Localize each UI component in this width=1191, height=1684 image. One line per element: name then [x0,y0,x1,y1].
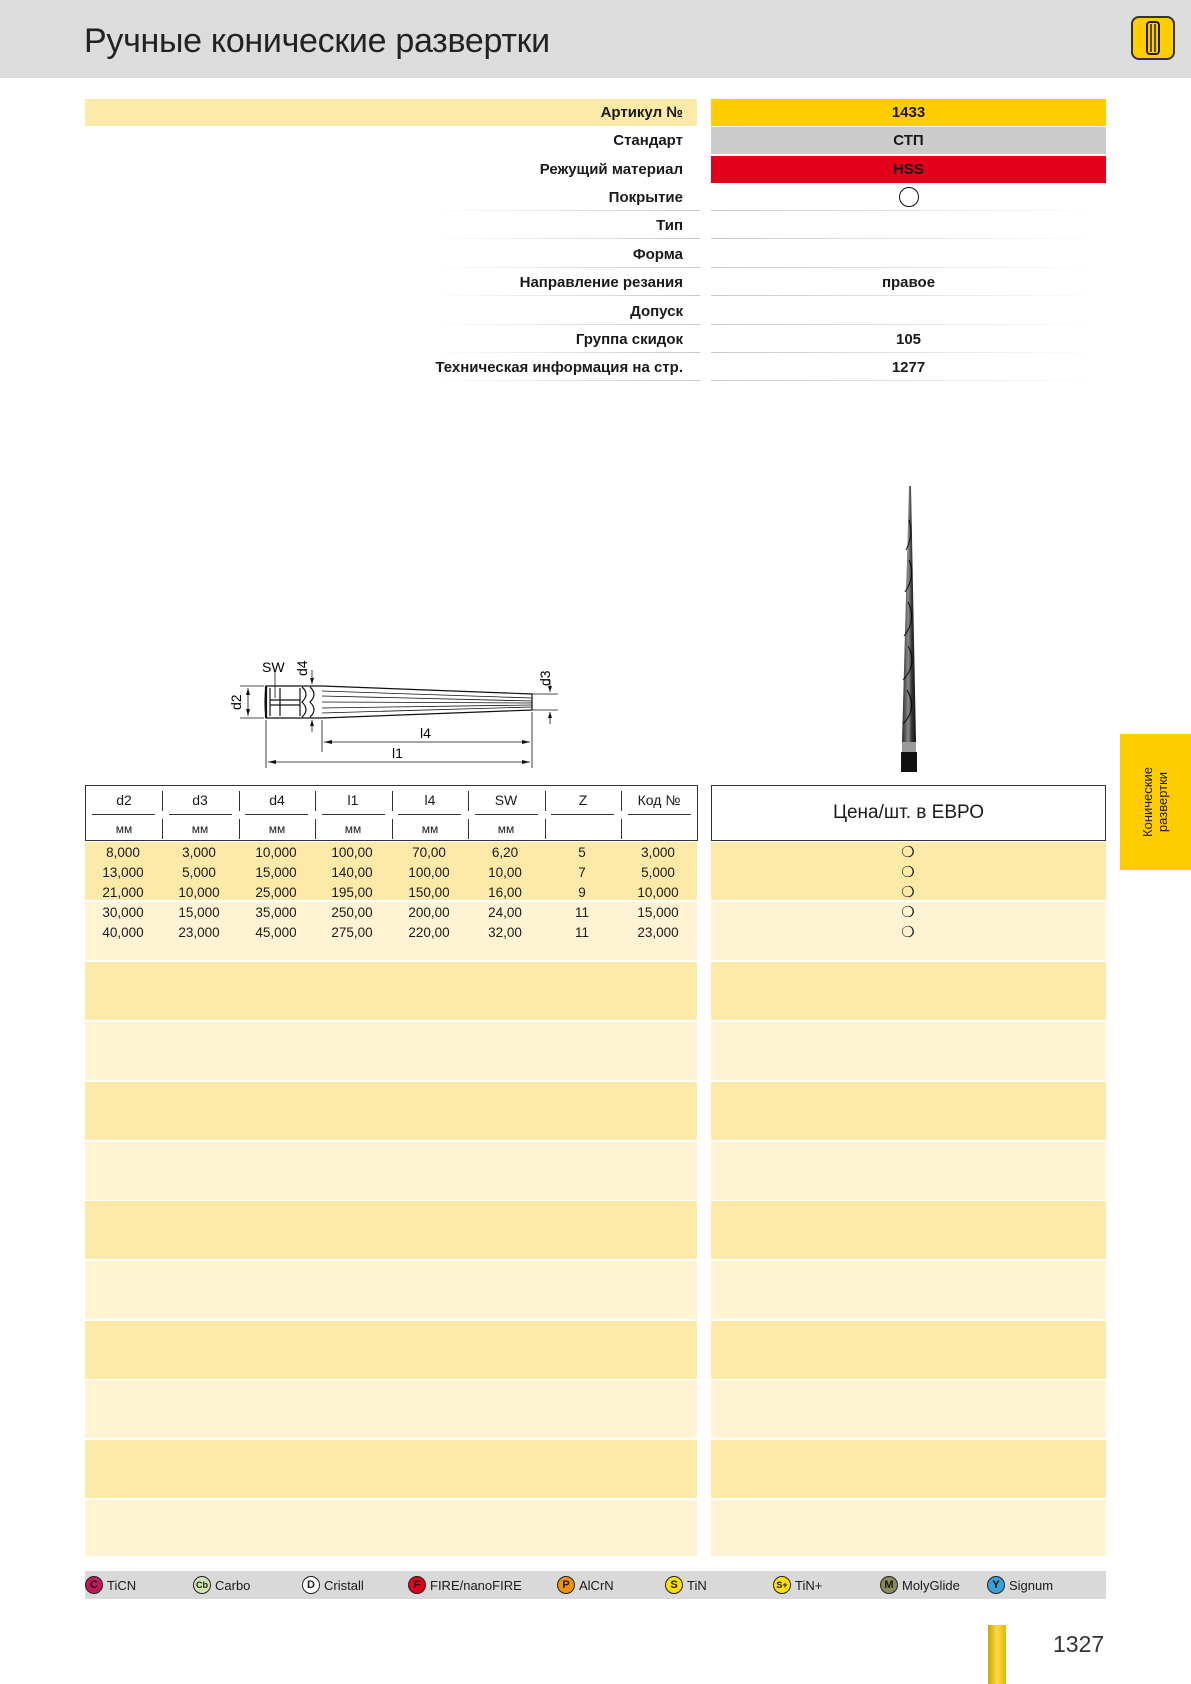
legend-label: TiCN [107,1577,137,1593]
col-header-sw: SW [494,792,518,808]
cell-l4: 200,00 [408,905,450,920]
cell-code: 23,000 [637,925,679,940]
spec-row-direction [0,269,1191,296]
divider [711,295,1106,296]
spec-label: Техническая информация на стр. [435,359,683,376]
cell-d3: 10,000 [178,885,220,900]
divider [392,819,393,839]
dim-label-l4: l4 [420,725,431,741]
spec-row-material [0,156,1191,183]
cell-d2: 21,000 [102,885,144,900]
price-band [711,962,1106,1020]
dim-label-d2: d2 [228,694,244,710]
table-band [85,1142,697,1200]
spec-label: Артикул № [600,104,683,121]
coating-carbo-icon: Cb [193,1576,211,1594]
price-band [711,1380,1106,1438]
coating-ticn-icon: C [85,1576,103,1594]
divider [430,380,700,381]
spec-row-form [0,241,1191,268]
coating-legend [85,1571,1106,1599]
cell-sw: 10,00 [488,865,522,880]
no-coating-icon [899,187,919,207]
price-band [711,1022,1106,1080]
technical-drawing [220,650,580,775]
spec-label: Направление резания [519,274,683,291]
divider [392,791,393,811]
brand-logo-icon [1131,16,1175,60]
spec-value-tolerance [711,298,1106,325]
cell-l1: 195,00 [331,885,373,900]
col-header-code: Код № [637,792,681,808]
coating-molyglide-icon: M [880,1576,898,1594]
divider [621,819,622,839]
spec-value-tech-info: 1277 [891,359,926,376]
table-band [85,1440,697,1498]
legend-label: FIRE/nanoFIRE [430,1577,522,1593]
cell-d4: 45,000 [255,925,297,940]
divider [430,352,700,353]
col-unit-d3: мм [191,822,209,836]
price-band [711,1201,1106,1259]
page-number-bar [988,1625,1006,1684]
divider [92,814,155,815]
cell-l4: 70,00 [412,845,446,860]
table-band [85,1500,697,1556]
price-band [711,1500,1106,1556]
price-band [711,1082,1106,1140]
legend-item-cristall [302,1575,364,1595]
legend-item-carbo [193,1575,250,1595]
col-unit-d4: мм [268,822,286,836]
reamer-photo [880,480,940,775]
divider [239,791,240,811]
divider [711,238,1106,239]
divider [711,324,1106,325]
divider [430,238,700,239]
legend-label: MolyGlide [902,1577,960,1593]
spec-value-article: 1433 [711,99,1106,126]
coating-cristall-icon: D [302,1576,320,1594]
coating-tin-icon: S [665,1576,683,1594]
cell-d3: 23,000 [178,925,220,940]
table-row [85,885,697,905]
spec-label: Режущий материал [539,161,683,178]
divider [239,819,240,839]
spec-label: Форма [632,246,683,263]
cell-l1: 250,00 [331,905,373,920]
table-band [85,1082,697,1140]
divider [430,324,700,325]
spec-row-type [0,212,1191,239]
legend-label: TiN+ [795,1577,823,1593]
divider [162,819,163,839]
price-band [711,1321,1106,1379]
spec-row-discount-group [0,326,1191,353]
price-header: Цена/шт. в ЕВРО [711,785,1106,841]
section-side-tab [1120,734,1191,870]
spec-value-material: HSS [711,156,1106,183]
spec-label: Стандарт [613,132,683,149]
col-header-d3: d3 [192,792,208,808]
coating-fire-icon: F [408,1576,426,1594]
table-row [85,845,697,865]
price-on-request-icon: ❍ [901,924,915,941]
cell-l1: 100,00 [331,845,373,860]
table-header [85,785,698,841]
col-header-d4: d4 [269,792,285,808]
legend-item-alcrn [557,1575,614,1595]
spec-label: Покрытие [608,189,683,206]
cell-z: 11 [574,905,589,920]
spec-row-article [0,99,1191,126]
cell-d2: 30,000 [102,905,144,920]
dim-label-d4: d4 [294,660,310,676]
spec-row-standard [0,127,1191,154]
spec-row-tech-info [0,354,1191,381]
table-band [85,1321,697,1379]
coating-signum-icon: Y [987,1576,1005,1594]
dim-label-sw: SW [262,659,285,675]
price-band [711,1261,1106,1319]
col-header-z: Z [578,792,588,808]
legend-item-molyglide [880,1575,960,1595]
cell-d4: 15,000 [255,865,297,880]
cell-l4: 100,00 [408,865,450,880]
legend-label: AlCrN [579,1577,614,1593]
divider [621,791,622,811]
cell-sw: 32,00 [488,925,522,940]
divider [711,267,1106,268]
reamer-logo-icon [1133,18,1173,58]
cell-z: 11 [574,925,589,940]
divider [245,814,308,815]
table-row [85,925,697,945]
price-on-request-icon: ❍ [901,864,915,881]
side-tab-line-2: развертки [1155,771,1170,833]
divider [628,814,691,815]
divider [315,791,316,811]
divider [545,819,546,839]
table-band [85,1261,697,1319]
spec-value-coating [711,184,1106,211]
table-band [85,1022,697,1080]
legend-item-signum [987,1575,1053,1595]
spec-label: Допуск [630,303,683,320]
col-header-d2: d2 [116,792,132,808]
legend-label: TiN [687,1577,707,1593]
divider [430,210,700,211]
page-number: 1327 [1053,1631,1105,1657]
col-unit-d2: мм [115,822,133,836]
divider [322,814,385,815]
divider [468,819,469,839]
spec-value-type [711,212,1106,239]
cell-sw: 16,00 [488,885,522,900]
divider [545,791,546,811]
legend-item-ticn [85,1575,136,1595]
col-header-l1: l1 [347,792,359,808]
legend-item-tin-plus [773,1575,822,1595]
col-header-l4: l4 [424,792,436,808]
dim-label-d3: d3 [537,670,553,686]
cell-z: 7 [578,865,586,880]
legend-item-fire [408,1575,522,1595]
coating-tin-plus-icon: S+ [773,1576,791,1594]
page-title: Ручные конические развертки [84,22,550,60]
table-row [85,865,697,885]
cell-z: 9 [578,885,586,900]
cell-sw: 6,20 [491,845,519,860]
cell-code: 10,000 [637,885,679,900]
col-unit-l1: мм [344,822,362,836]
divider [711,380,1106,381]
price-band [711,1440,1106,1498]
cell-l4: 220,00 [408,925,450,940]
cell-l4: 150,00 [408,885,450,900]
dim-label-l1: l1 [392,745,403,761]
table-band [85,1380,697,1438]
col-unit-l4: мм [421,822,439,836]
cell-d2: 8,000 [106,845,140,860]
divider [430,295,700,296]
cell-l1: 275,00 [331,925,373,940]
divider [315,819,316,839]
spec-row-coating [0,184,1191,211]
spec-value-direction: правое [881,274,936,291]
section-side-tab-label [1140,767,1170,837]
table-band [85,962,697,1020]
table-band [85,1201,697,1259]
divider [468,791,469,811]
cell-d3: 5,000 [182,865,216,880]
spec-label: Группа скидок [575,331,683,348]
cell-code: 5,000 [641,865,675,880]
cell-sw: 24,00 [488,905,522,920]
divider [551,814,614,815]
legend-label: Carbo [215,1577,251,1593]
spec-row-tolerance [0,298,1191,325]
legend-label: Signum [1009,1577,1054,1593]
legend-item-tin [665,1575,707,1595]
cell-z: 5 [578,845,586,860]
divider [169,814,232,815]
cell-d3: 15,000 [178,905,220,920]
divider [711,210,1106,211]
price-on-request-icon: ❍ [901,844,915,861]
legend-label: Cristall [324,1577,364,1593]
cell-d3: 3,000 [182,845,216,860]
divider [711,352,1106,353]
divider [430,267,700,268]
cell-d4: 25,000 [255,885,297,900]
spec-value-standard: СТП [711,127,1106,154]
divider [475,814,538,815]
cell-d2: 13,000 [102,865,144,880]
cell-code: 15,000 [637,905,679,920]
price-on-request-icon: ❍ [901,904,915,921]
cell-l1: 140,00 [331,865,373,880]
side-tab-line-1: Конические [1140,767,1155,837]
cell-d4: 10,000 [255,845,297,860]
spec-label: Тип [656,217,683,234]
cell-d2: 40,000 [102,925,144,940]
divider [162,791,163,811]
cell-code: 3,000 [641,845,675,860]
spec-value-form [711,241,1106,268]
cell-d4: 35,000 [255,905,297,920]
spec-value-discount-group: 105 [895,331,922,348]
divider [398,814,461,815]
table-row [85,905,697,925]
coating-alcrn-icon: P [557,1576,575,1594]
col-unit-sw: мм [497,822,515,836]
price-band [711,1142,1106,1200]
price-on-request-icon: ❍ [901,884,915,901]
